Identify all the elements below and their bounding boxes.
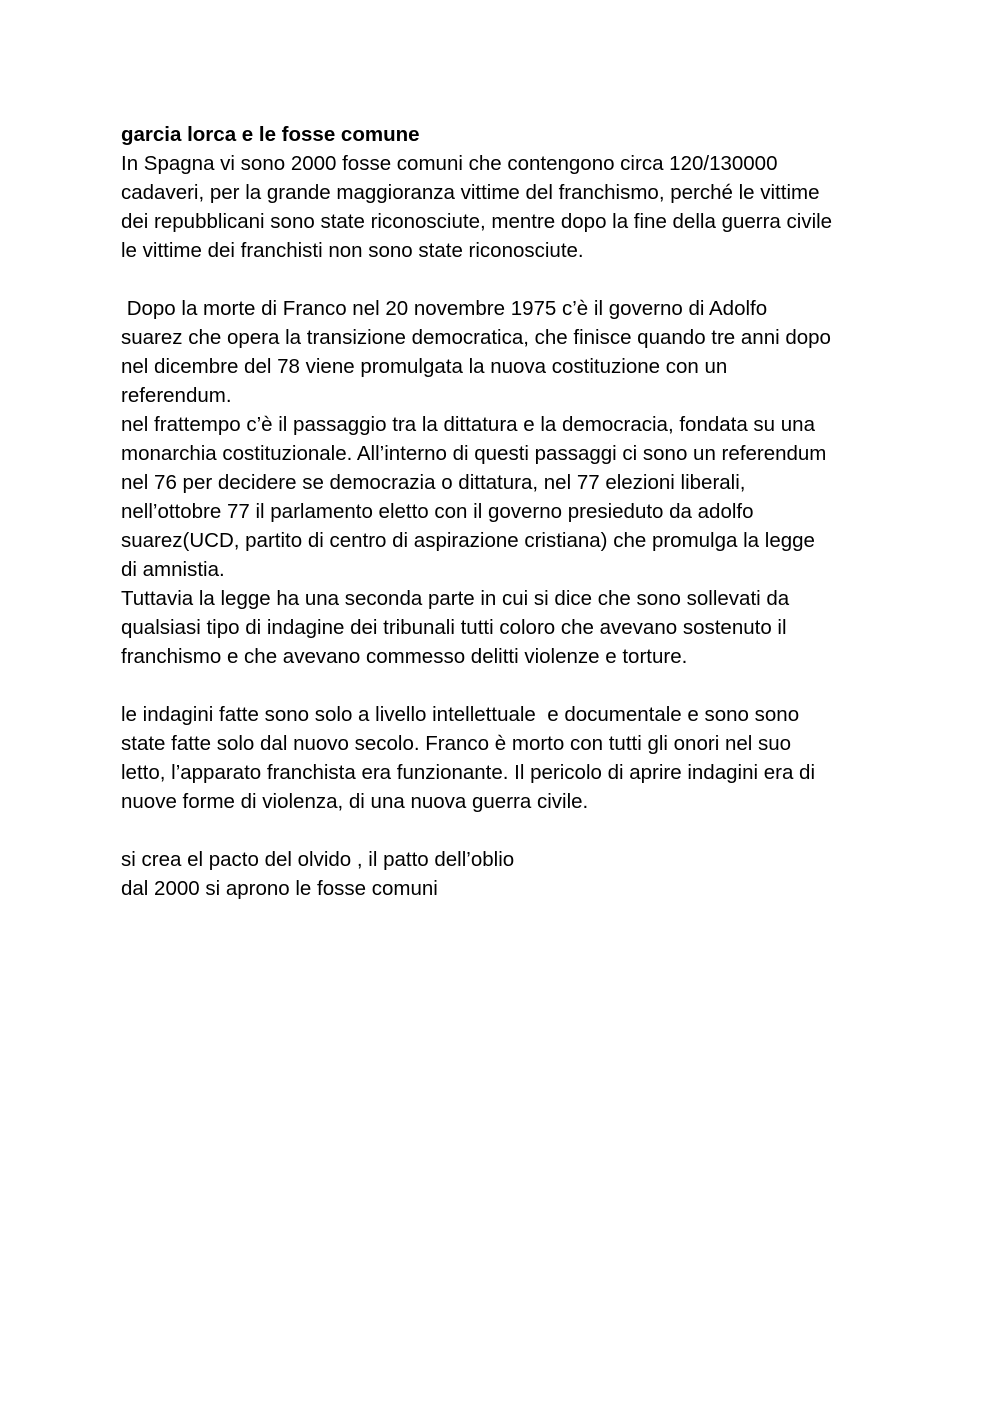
text-line: cadaveri, per la grande maggioranza vittime del franchismo, perché le vittime — [121, 181, 820, 204]
text-line: dal 2000 si aprono le fosse comuni — [121, 877, 438, 900]
document-body — [121, 120, 911, 903]
text-line: Dopo la morte di Franco nel 20 novembre 1975 c’è il governo di Adolfo — [121, 297, 768, 320]
text-line: state fatte solo dal nuovo secolo. Franco è morto con tutti gli onori nel suo — [121, 732, 792, 755]
paragraph-spacer — [121, 816, 911, 845]
text-line: suarez(UCD, partito di centro di aspirazione cristiana) che promulga la legge — [121, 529, 815, 552]
text-line: In Spagna vi sono 2000 fosse comuni che contengono circa 120/130000 — [121, 152, 778, 175]
paragraph-fosse-comuni — [121, 149, 911, 265]
text-line: nell’ottobre 77 il parlamento eletto con il governo presieduto da adolfo — [121, 500, 754, 523]
text-line: dei repubblicani sono state riconosciute, mentre dopo la fine della guerra civile — [121, 210, 833, 233]
text-line: le vittime dei franchisti non sono state riconosciute. — [121, 239, 584, 262]
text-line: franchismo e che avevano commesso delitti violenze e torture. — [121, 645, 688, 668]
paragraph-transizione — [121, 294, 911, 671]
text-line: nel frattempo c’è il passaggio tra la dittatura e la democracia, fondata su una — [121, 413, 815, 436]
text-line: referendum. — [121, 384, 232, 407]
paragraph-pacto-del-olvido — [121, 845, 911, 903]
text-line: le indagini fatte sono solo a livello intellettuale e documentale e sono sono — [121, 703, 800, 726]
paragraph-spacer — [121, 671, 911, 700]
text-line: suarez che opera la transizione democratica, che finisce quando tre anni dopo — [121, 326, 831, 349]
text-line: si crea el pacto del olvido , il patto dell’oblio — [121, 848, 515, 871]
text-line: Tuttavia la legge ha una seconda parte in cui si dice che sono sollevati da — [121, 587, 790, 610]
text-line: nuove forme di violenza, di una nuova guerra civile. — [121, 790, 589, 813]
paragraph-spacer — [121, 265, 911, 294]
text-line: monarchia costituzionale. All’interno di questi passaggi ci sono un referendum — [121, 442, 827, 465]
text-line: qualsiasi tipo di indagine dei tribunali tutti coloro che avevano sostenuto il — [121, 616, 787, 639]
paragraph-indagini — [121, 700, 911, 816]
text-line: nel dicembre del 78 viene promulgata la nuova costituzione con un — [121, 355, 728, 378]
text-line: nel 76 per decidere se democrazia o dittatura, nel 77 elezioni liberali, — [121, 471, 746, 494]
document-title: garcia lorca e le fosse comune — [121, 123, 420, 146]
text-line: di amnistia. — [121, 558, 225, 581]
text-line: letto, l’apparato franchista era funzionante. Il pericolo di aprire indagini era di — [121, 761, 815, 784]
